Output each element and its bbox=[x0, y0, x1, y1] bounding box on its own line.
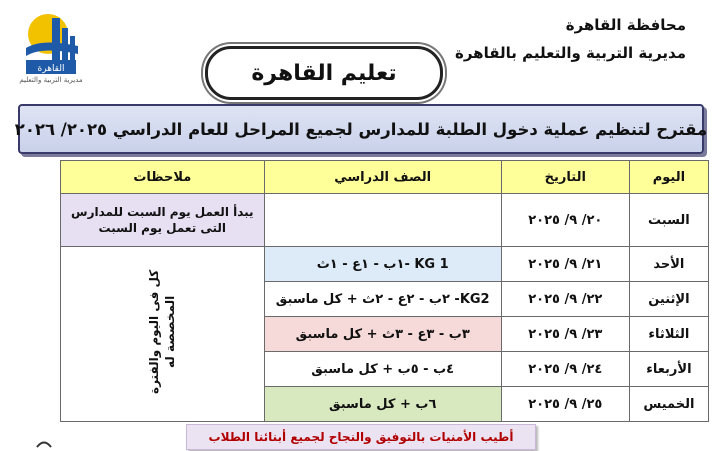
day-cell: الخميس bbox=[629, 387, 708, 422]
grade-cell: KG2- ٢ب - ٢ع - ٢ث + كل ماسبق bbox=[264, 282, 501, 317]
header-date: التاريخ bbox=[501, 161, 629, 194]
date-cell: ٢٣/ ٩/ ٢٠٢٥ bbox=[501, 317, 629, 352]
day-cell: الأربعاء bbox=[629, 352, 708, 387]
date-cell: ٢١/ ٩/ ٢٠٢٥ bbox=[501, 247, 629, 282]
day-cell: الأحد bbox=[629, 247, 708, 282]
logo-caption: مديرية التربية والتعليم bbox=[19, 76, 83, 84]
header-notes: ملاحظات bbox=[61, 161, 265, 194]
proposal-banner: مقترح لتنظيم عملية دخول الطلبة للمدارس لجميع المراحل للعام الدراسي ٢٠٢٥/ ٢٠٢٦ bbox=[18, 104, 704, 154]
merged-note-text: كل فى اليوم والفترة المخصصة له bbox=[147, 269, 178, 395]
logo-text: القاهرة bbox=[37, 64, 65, 74]
schedule-table bbox=[60, 160, 709, 422]
closing-wishes-note: أطيب الأمنيات بالتوفيق والنجاح لجميع أبنائنا الطلاب bbox=[186, 424, 536, 450]
grade-cell: KG 1 -١ب - ١ع - ١ث bbox=[264, 247, 501, 282]
day-cell: الإثنين bbox=[629, 282, 708, 317]
notes-cell-saturday: يبدأ العمل يوم السبت للمدارس التى تعمل يوم السبت bbox=[61, 194, 265, 247]
date-cell: ٢٥/ ٩/ ٢٠٢٥ bbox=[501, 387, 629, 422]
grade-cell bbox=[264, 194, 501, 247]
notes-cell-merged bbox=[61, 247, 265, 422]
grade-cell: ٦ب + كل ماسبق bbox=[264, 387, 501, 422]
header-day: اليوم bbox=[629, 161, 708, 194]
page-title: تعليم القاهرة bbox=[205, 46, 443, 100]
header-grade: الصف الدراسي bbox=[264, 161, 501, 194]
directorate-label: مديرية التربية والتعليم بالقاهرة bbox=[455, 44, 686, 62]
date-cell: ٢٢/ ٩/ ٢٠٢٥ bbox=[501, 282, 629, 317]
governorate-label: محافظة القاهرة bbox=[565, 16, 686, 34]
decorative-mark-icon bbox=[36, 438, 52, 448]
table-row-saturday bbox=[61, 194, 709, 247]
grade-cell: ٤ب - ٥ب + كل ماسبق bbox=[264, 352, 501, 387]
table-header-row bbox=[61, 161, 709, 194]
date-cell: ٢٤/ ٩/ ٢٠٢٥ bbox=[501, 352, 629, 387]
table-row-sunday bbox=[61, 247, 709, 282]
day-cell: السبت bbox=[629, 194, 708, 247]
date-cell: ٢٠/ ٩/ ٢٠٢٥ bbox=[501, 194, 629, 247]
day-cell: الثلاثاء bbox=[629, 317, 708, 352]
grade-cell: ٣ب - ٣ع - ٣ث + كل ماسبق bbox=[264, 317, 501, 352]
